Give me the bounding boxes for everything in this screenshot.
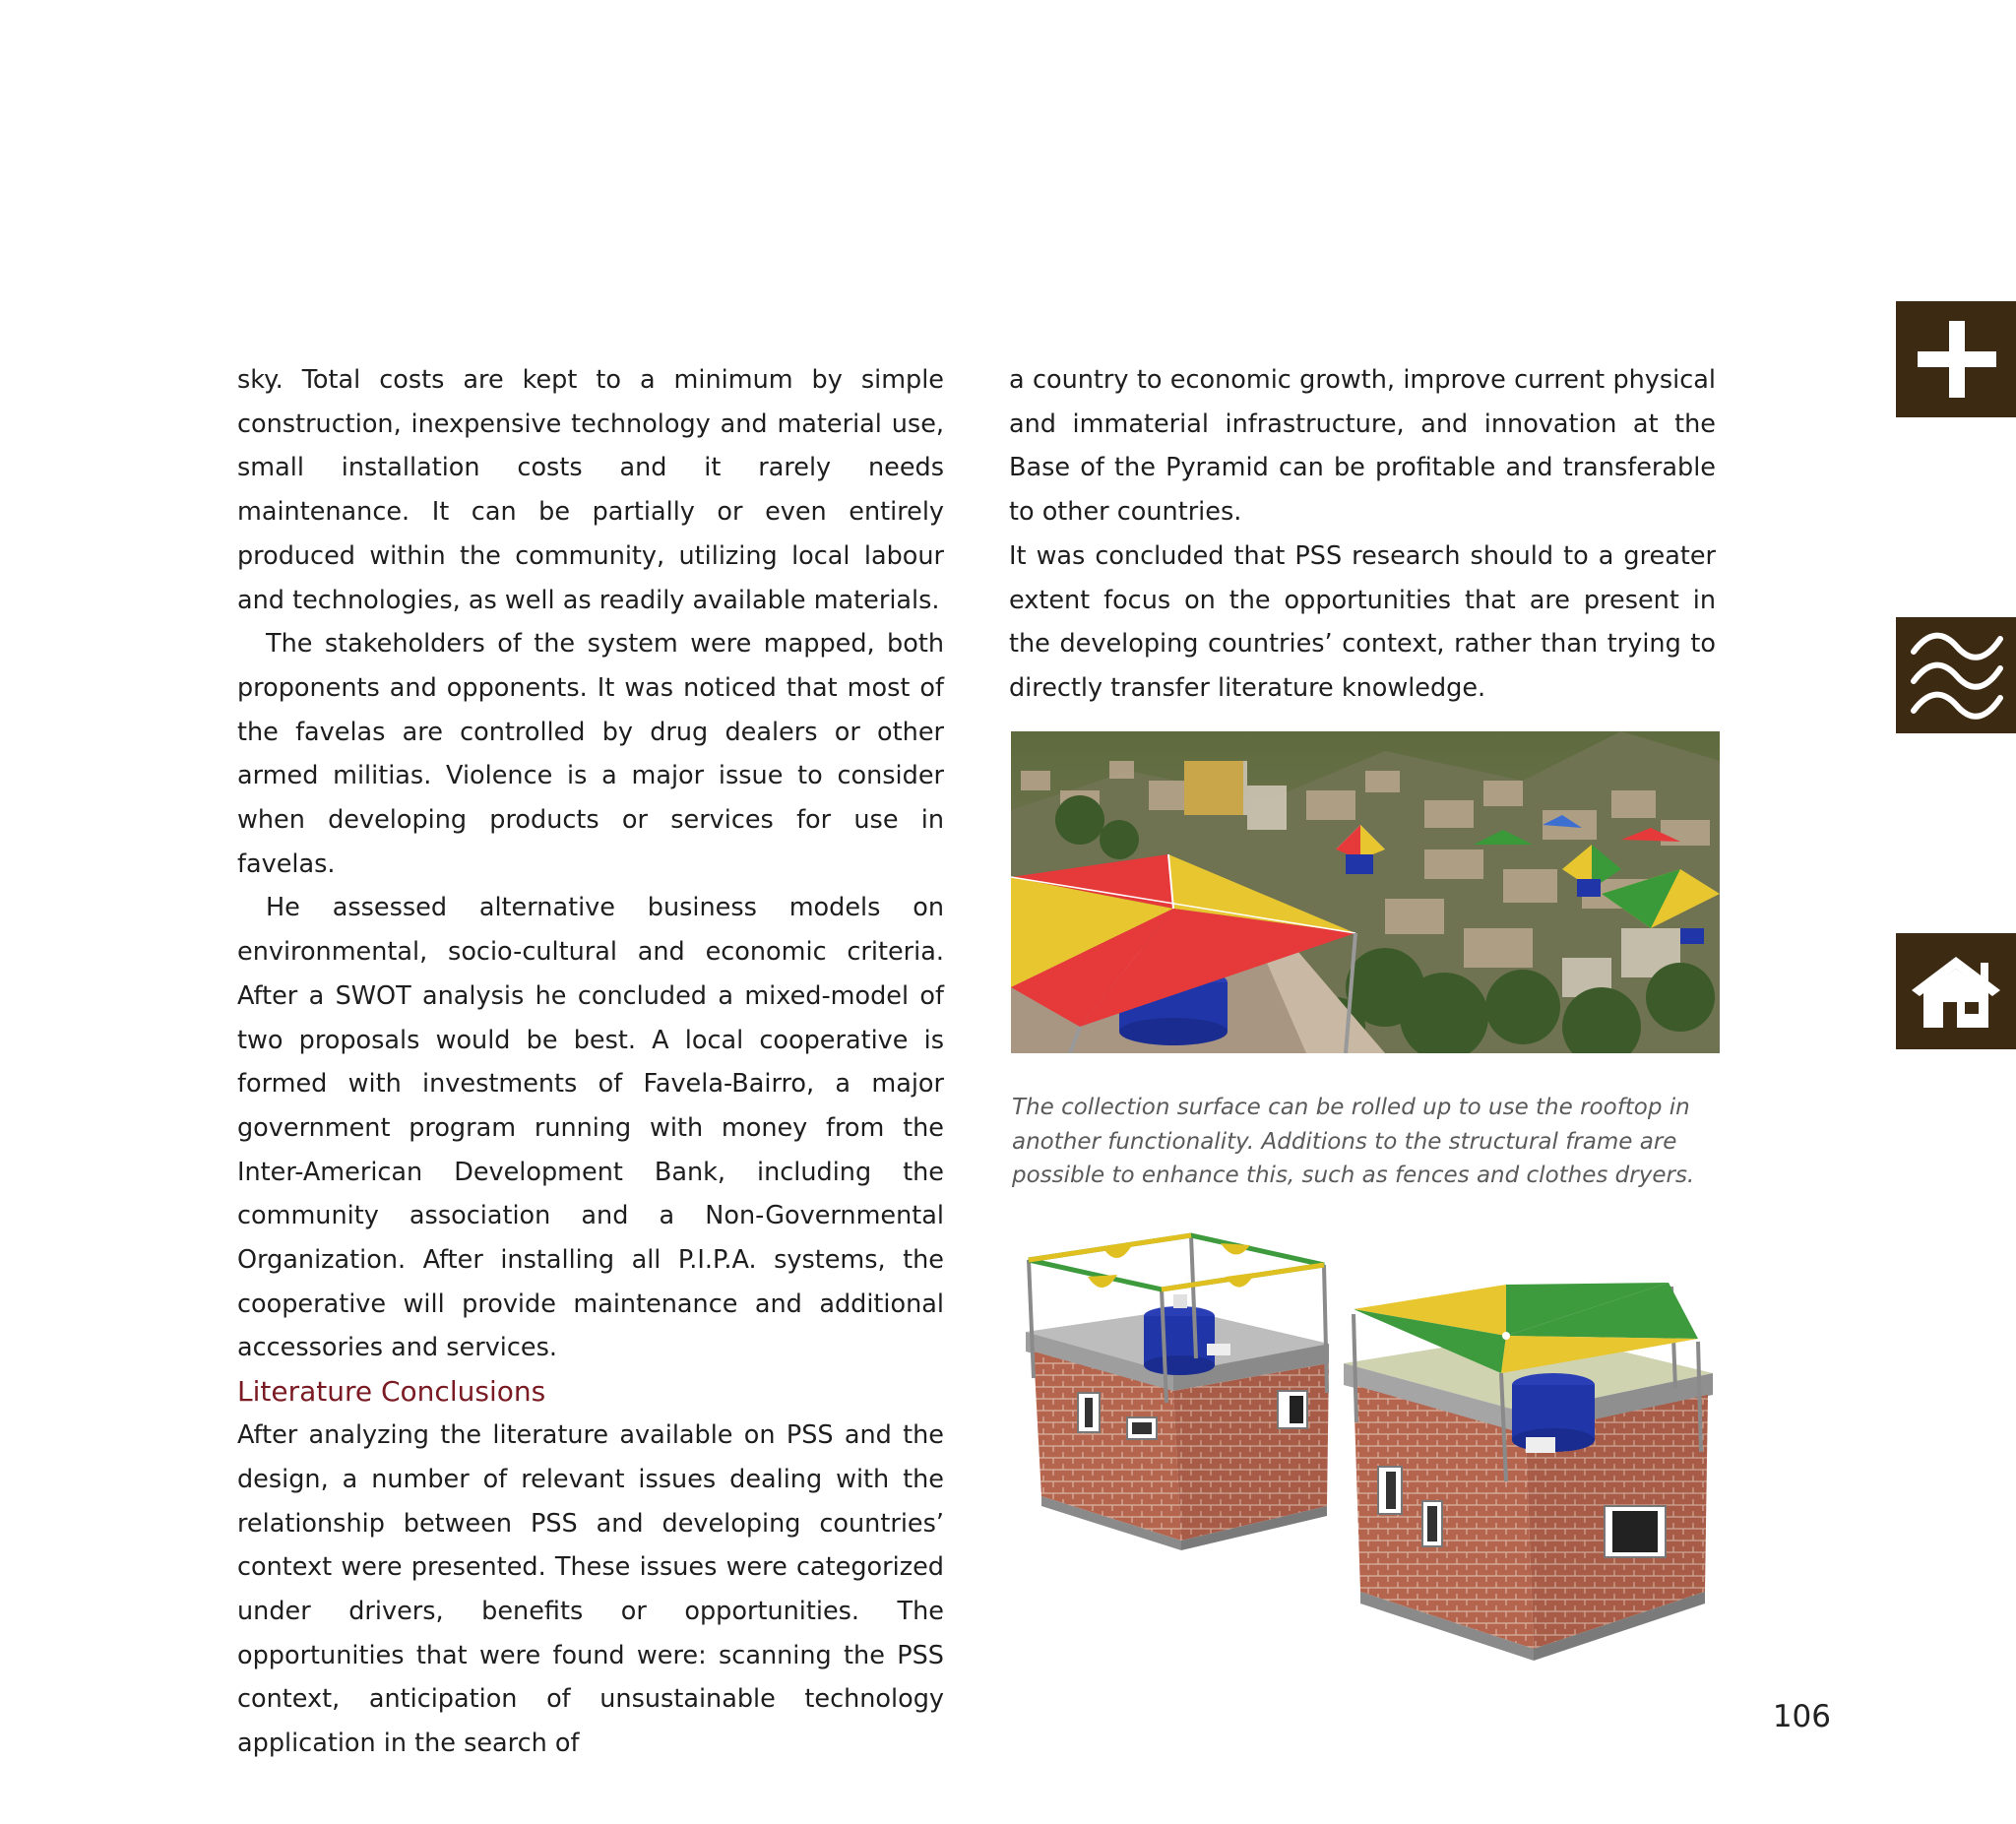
body-paragraph: sky. Total costs are kept to a minimum by simple construction, inexpensive technology and material use, small installation costs and it rarely needs maintenance. It can be partially or even entirely produced within the community, utilizing local labour and technologies, as well as readily available materials. — [237, 365, 944, 615]
house-icon — [1896, 933, 2016, 1049]
body-paragraph: After analyzing the literature available on PSS and the design, a number of relevant issues dealing with the relationship between PSS and developing countries’ context were presented. These issues were categorized under drivers, benefits or opportunities. The opportunities that were found were: scanning the PSS context, anticipation of unsustainable technology application in the search of — [237, 1420, 944, 1759]
side-tab-waves[interactable] — [1896, 617, 2016, 733]
plus-icon — [1896, 301, 2016, 417]
left-column — [237, 358, 944, 1766]
side-tab-house[interactable] — [1896, 933, 2016, 1049]
side-tab-plus[interactable] — [1896, 301, 2016, 417]
right-column — [1009, 358, 1716, 711]
body-paragraph: He assessed alternative business models on environmental, socio-cultural and economic criteria. After a SWOT analysis he concluded a mixed-model of two proposals would be best. A local cooperative is formed with investments of Favela-Bairro, a major government program running with money from the Inter-American Development Bank, including the community association and a Non-Governmental Organization. After installing all P.I.P.A. systems, the cooperative will provide maintenance and additional accessories and services. — [237, 893, 944, 1363]
favela-rooftop-photo — [1011, 731, 1720, 1053]
body-paragraph: a country to economic growth, improve current physical and immaterial infrastructure, and innovation at the Base of the Pyramid can be profitable and transferable to other countries. — [1009, 365, 1716, 528]
body-paragraph: It was concluded that PSS research should to a greater extent focus on the opportunities that are present in the developing countries’ context, rather than trying to directly transfer literature knowledge. — [1009, 540, 1716, 703]
body-paragraph: The stakeholders of the system were mapped, both proponents and opponents. It was noticed that most of the favelas are controlled by drug dealers or other armed militias. Violence is a major issue to consider when developing products or services for use in favelas. — [237, 629, 944, 879]
waves-icon — [1896, 617, 2016, 733]
photo-caption: The collection surface can be rolled up to use the rooftop in another functionality. Additions to the structural frame are possible to enhance this, such as fences and clothes dryers. — [1012, 1095, 1695, 1188]
pipa-house-render — [1014, 1216, 1723, 1678]
section-heading: Literature Conclusions — [237, 1375, 546, 1409]
page-number: 106 — [1772, 1699, 1831, 1734]
